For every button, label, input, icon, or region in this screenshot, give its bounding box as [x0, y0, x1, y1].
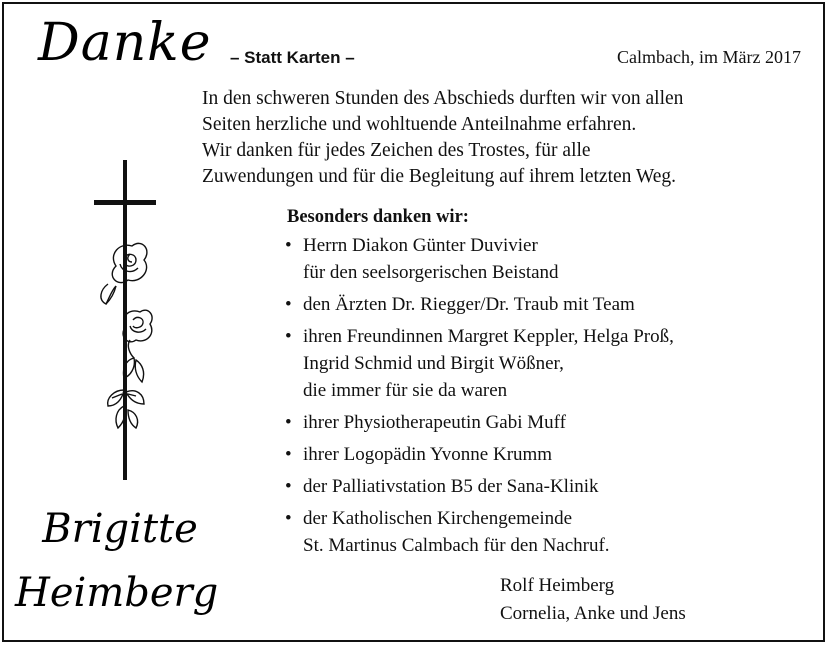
list-item-line: der Palliativstation B5 der Sana-Klinik: [303, 476, 599, 497]
signature-line: Cornelia, Anke und Jens: [500, 603, 686, 624]
intro-line: Wir danken für jedes Zeichen des Trostes, für alle: [202, 140, 591, 161]
intro-line: Seiten herzliche und wohltuende Anteilnahme erfahren.: [202, 114, 637, 135]
deceased-last-name: Heimberg: [15, 570, 219, 616]
bullet-icon: •: [285, 476, 292, 497]
notice-title: Danke: [38, 13, 212, 73]
list-item: [285, 505, 805, 559]
signature-line: Rolf Heimberg: [500, 575, 615, 596]
thanks-heading: Besonders danken wir:: [287, 207, 469, 227]
list-item: [285, 323, 805, 404]
intro-line: Zuwendungen und für die Begleitung auf ihrem letzten Weg.: [202, 166, 677, 187]
list-item-line: der Katholischen Kirchengemeinde: [303, 508, 573, 529]
bullet-icon: •: [285, 444, 292, 465]
list-item-line: Herrn Diakon Günter Duvivier: [303, 235, 538, 256]
bullet-icon: •: [285, 508, 292, 529]
deceased-first-name: Brigitte: [42, 506, 198, 552]
list-item: [285, 232, 805, 286]
list-item-line: den Ärzten Dr. Riegger/Dr. Traub mit Team: [303, 294, 635, 315]
list-item-line: ihrer Physiotherapeutin Gabi Muff: [303, 412, 566, 433]
list-item: [285, 441, 805, 468]
intro-line: In den schweren Stunden des Abschieds durften wir von allen: [202, 88, 684, 109]
list-item-line: für den seelsorgerischen Beistand: [303, 262, 559, 283]
bullet-icon: •: [285, 326, 292, 347]
list-item: [285, 409, 805, 436]
bullet-icon: •: [285, 412, 292, 433]
list-item: [285, 291, 805, 318]
bullet-icon: •: [285, 235, 292, 256]
thanks-list: [285, 232, 805, 564]
intro-text: [202, 86, 802, 190]
list-item-line: ihrer Logopädin Yvonne Krumm: [303, 444, 553, 465]
bullet-icon: •: [285, 294, 292, 315]
signature: [500, 572, 686, 628]
cross-with-roses-icon: [86, 154, 176, 484]
list-item-line: ihren Freundinnen Margret Keppler, Helga Proß,: [303, 326, 674, 347]
notice-subtitle: – Statt Karten –: [230, 48, 355, 67]
list-item-line: die immer für sie da waren: [303, 380, 508, 401]
list-item-line: Ingrid Schmid und Birgit Wößner,: [303, 353, 564, 374]
list-item: [285, 473, 805, 500]
list-item-line: St. Martinus Calmbach für den Nachruf.: [303, 535, 610, 556]
place-and-date: Calmbach, im März 2017: [617, 47, 801, 67]
